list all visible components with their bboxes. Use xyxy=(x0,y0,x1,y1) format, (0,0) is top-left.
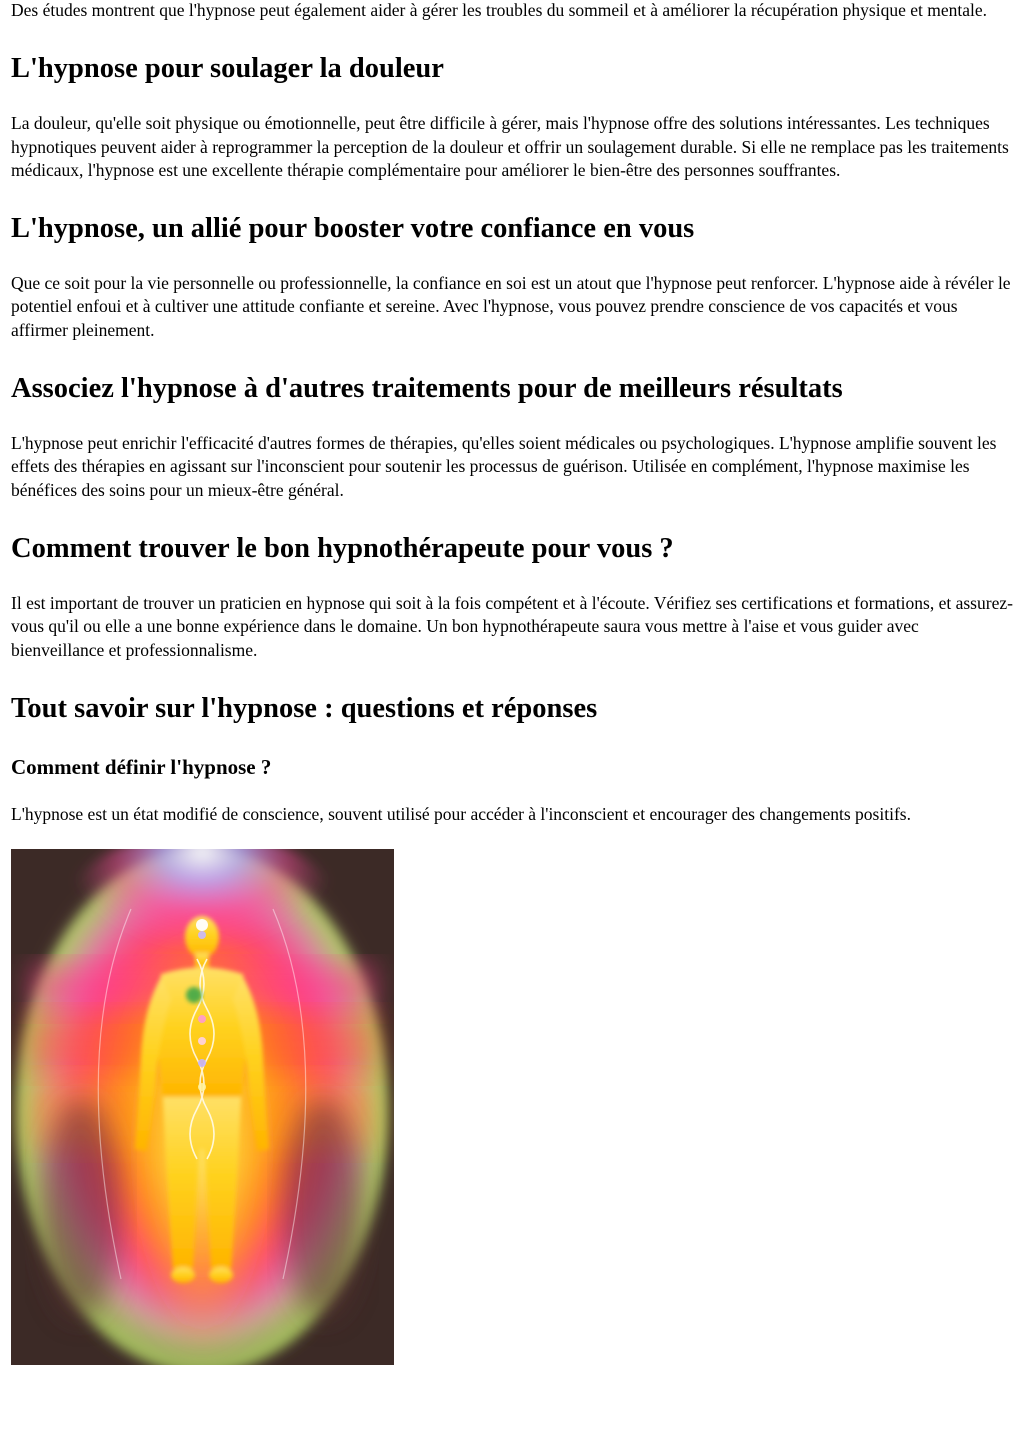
aura-body-image xyxy=(11,849,394,1365)
intro-paragraph: Des études montrent que l'hypnose peut également aider à gérer les troubles du sommeil et à améliorer la récupération physique et mentale. xyxy=(11,0,988,20)
section-paragraph-confiance: Que ce soit pour la vie personnelle ou professionnelle, la confiance en soi est un atout que l'hypnose peut renforcer. L'hypnose aide à révéler le potentiel enfoui et à cultiver une attitude confiante et sereine. Avec l'hypnose, vous pouvez prendre conscience de vos capacités et vous affirmer pleinement. xyxy=(11,273,1011,340)
section-heading-confiance: L'hypnose, un allié pour booster votre confiance en vous xyxy=(11,213,695,245)
section-heading-douleur: L'hypnose pour soulager la douleur xyxy=(11,53,444,85)
faq-question: Comment définir l'hypnose ? xyxy=(11,754,272,779)
section-paragraph-traitements: L'hypnose peut enrichir l'efficacité d'autres formes de thérapies, qu'elles soient médicales ou psychologiques. L'hypnose amplifie souvent les effets des thérapies en agissant sur l'inconscient pour soutenir les processus de guérison. Utilisée en complément, l'hypnose maximise les bénéfices des soins pour un mieux-être général. xyxy=(11,433,997,500)
article-content xyxy=(11,0,1013,1365)
faq-heading: Tout savoir sur l'hypnose : questions et réponses xyxy=(11,692,598,724)
section-paragraph-hypnotherapeute: Il est important de trouver un praticien en hypnose qui soit à la fois compétent et à l'écoute. Vérifiez ses certifications et formations, et assurez-vous qu'il ou elle a une bonne expérience dans le domaine. Un bon hypnothérapeute saura vous mettre à l'aise et vous guider avec bienveillance et professionnalisme. xyxy=(11,592,1013,660)
section-heading-hypnotherapeute: Comment trouver le bon hypnothérapeute pour vous ? xyxy=(11,532,674,564)
aura-illustration xyxy=(11,849,394,1365)
faq-answer: L'hypnose est un état modifié de conscience, souvent utilisé pour accéder à l'inconscient et encourager des changements positifs. xyxy=(11,803,911,824)
section-paragraph-douleur: La douleur, qu'elle soit physique ou émotionnelle, peut être difficile à gérer, mais l'hypnose offre des solutions intéressantes. Les techniques hypnotiques peuvent aider à reprogrammer la perception de la douleur et offrir un soulagement durable. Si elle ne remplace pas les traitements médicaux, l'hypnose est une excellente thérapie complémentaire pour améliorer le bien-être des personnes souffrantes. xyxy=(11,113,1009,180)
section-heading-traitements: Associez l'hypnose à d'autres traitements pour de meilleurs résultats xyxy=(11,373,843,405)
